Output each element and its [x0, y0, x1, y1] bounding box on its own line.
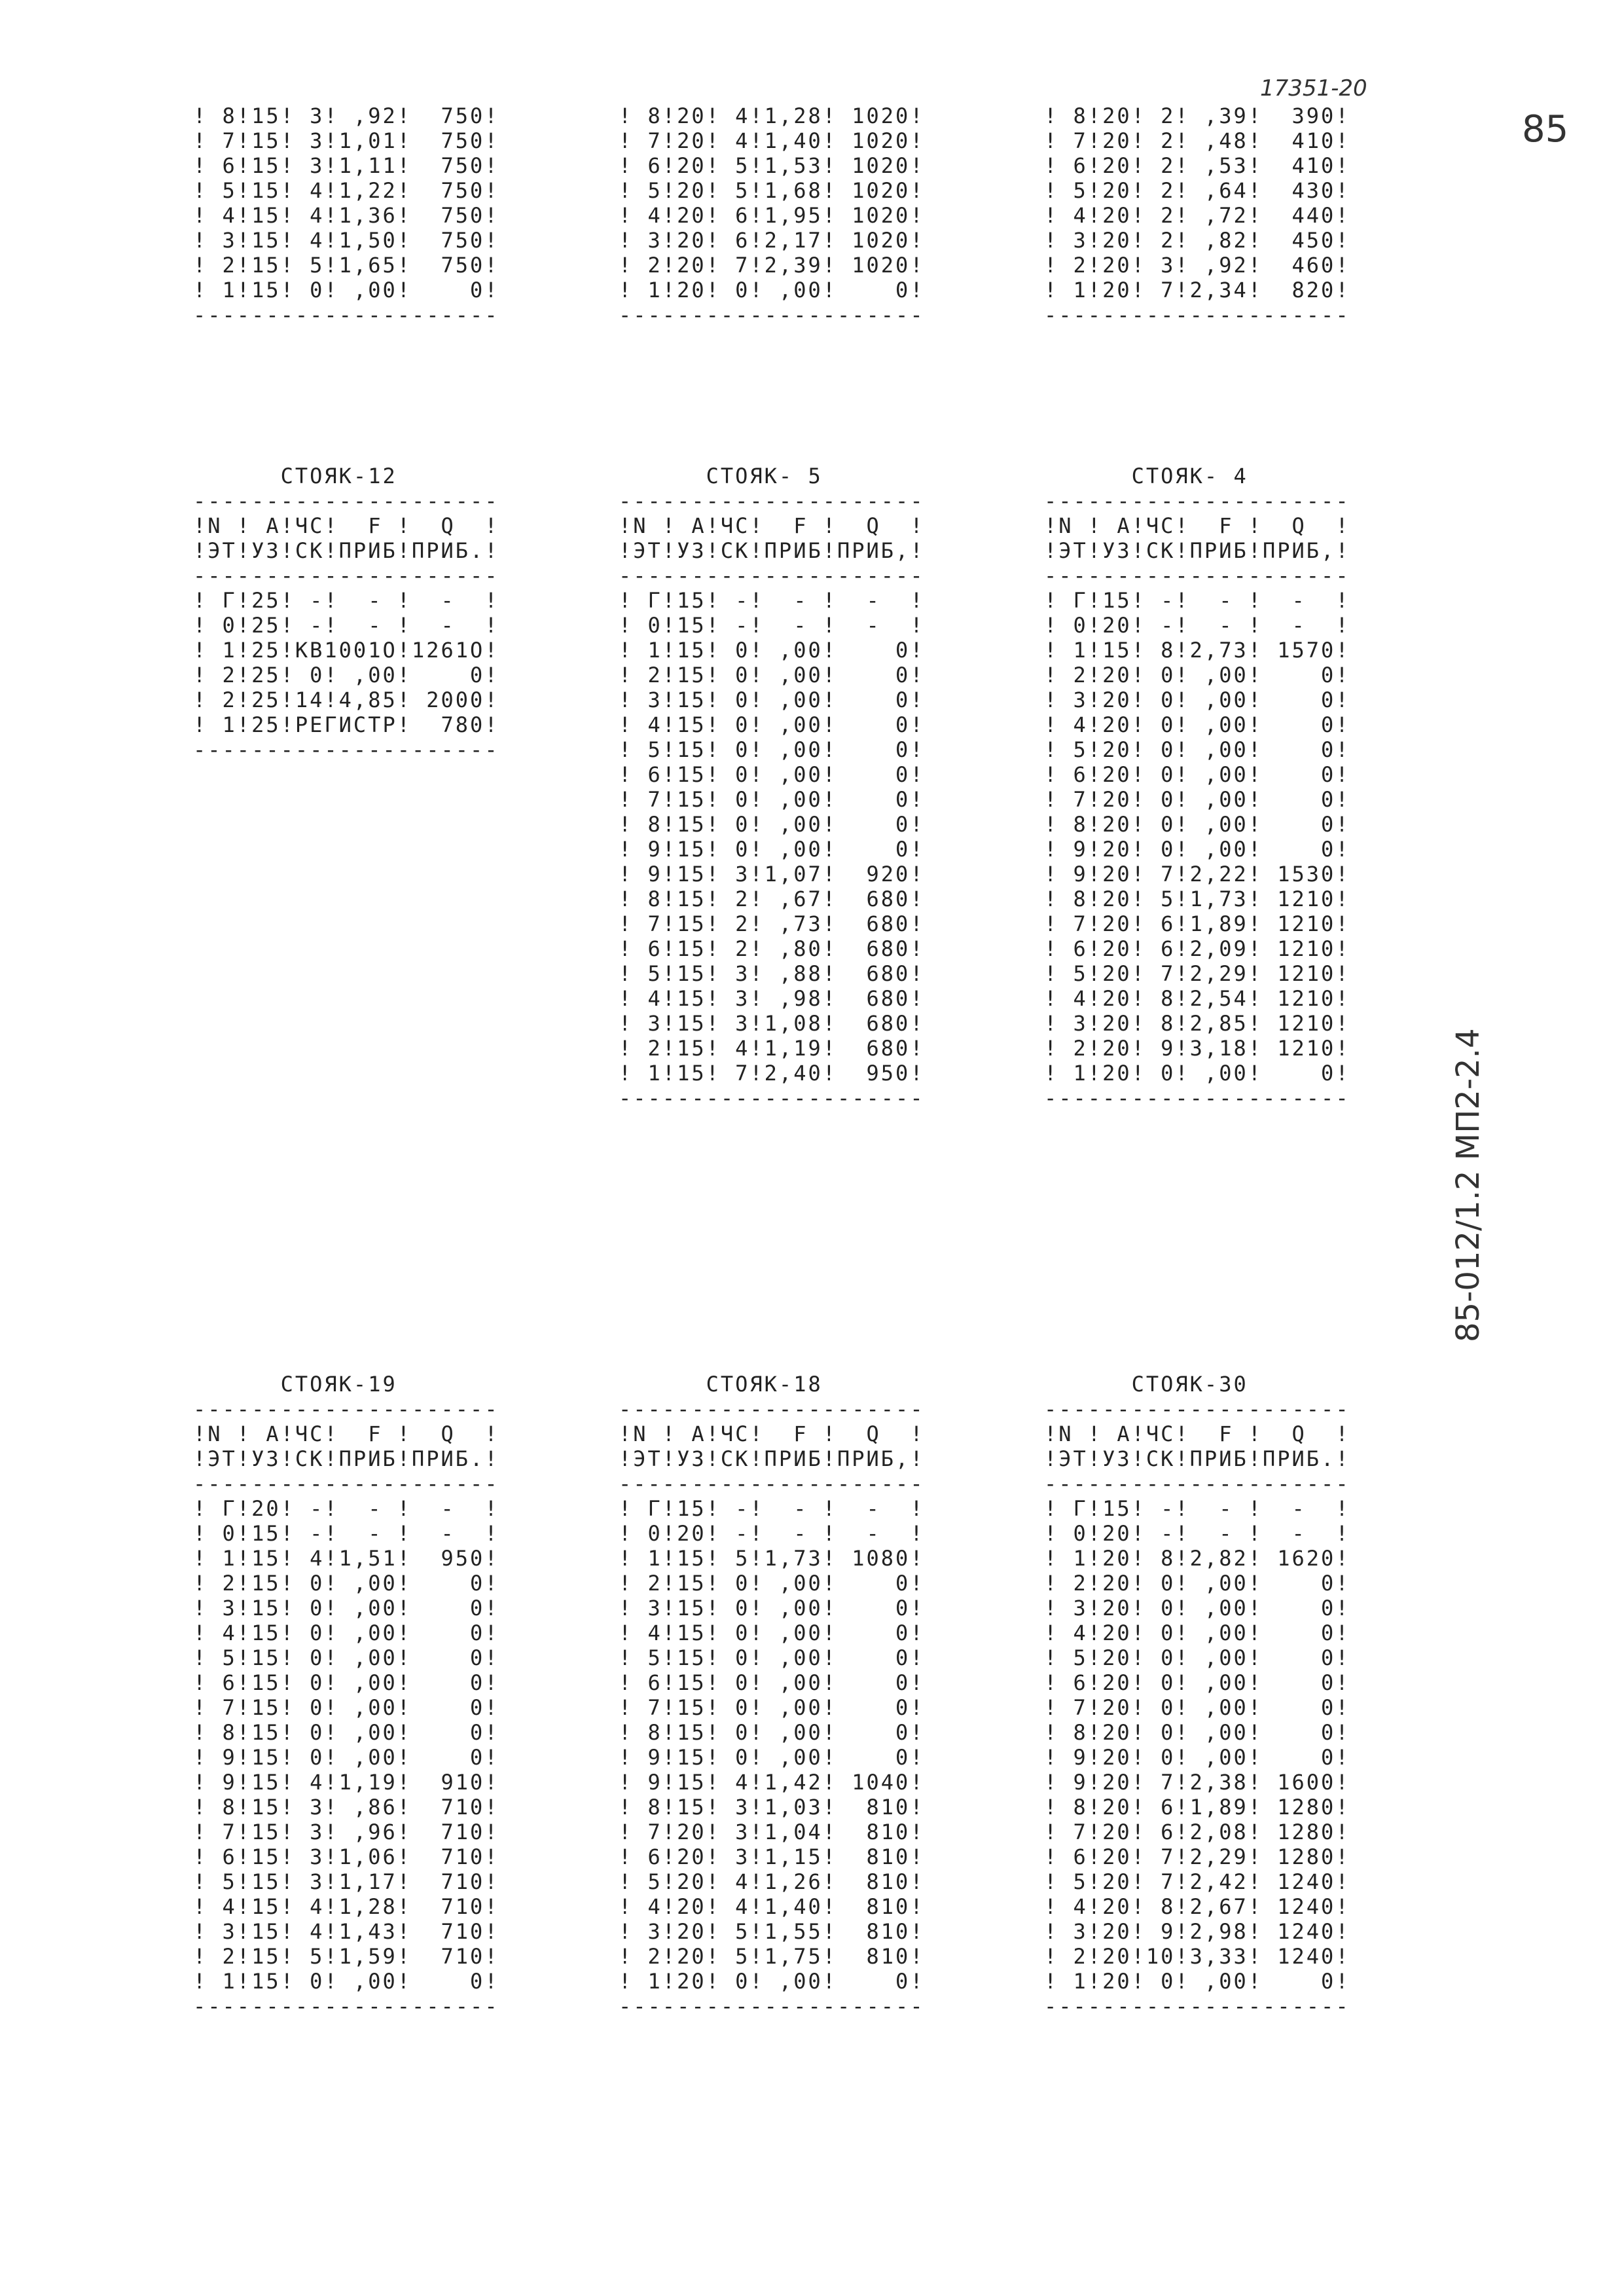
stoyak-5-table: СТОЯК- 5 --------------------- !N ! А!ЧС! F ! Q ! !ЭТ!УЗ!СК!ПРИБ!ПРИБ,! --------------------- ! Г!15! -! - ! - ! ! 0!15! -! - ! - ! ! 1!15! 0! ,00! 0! ! 2!15! 0! ,00! 0! ! 3!15! 0! ,00! 0! ! 4!15! 0! ,00! 0! ! 5!15! 0! ,00! 0! ! 6!15! 0! ,00! 0! ! 7!15! 0! ,00! 0! ! 8!15! 0! ,00! 0! ! 9!15! 0! ,00! 0! ! 9!15! 3!1,07! 920! ! 8!15! 2! ,67! 680! ! 7!15! 2! ,73! 680! ! 6!15! 2! ,80! 680! ! 5!15! 3! ,88! 680! ! 4!15! 3! ,98! 680! ! 3!15! 3!1,08! 680! ! 2!15! 4!1,19! 680! ! 1!15! 7!2,40! 950! ---------------------: [619, 464, 925, 1110]
handwritten-doc-code: 17351-20: [1260, 75, 1367, 101]
stoyak-19-table: СТОЯК-19 --------------------- !N ! А!ЧС! F ! Q ! !ЭТ!УЗ!СК!ПРИБ!ПРИБ.! --------------------- ! Г!20! -! - ! - ! ! 0!15! -! - ! - ! ! 1!15! 4!1,51! 950! ! 2!15! 0! ,00! 0! ! 3!15! 0! ,00! 0! ! 4!15! 0! ,00! 0! ! 5!15! 0! ,00! 0! ! 6!15! 0! ,00! 0! ! 7!15! 0! ,00! 0! ! 8!15! 0! ,00! 0! ! 9!15! 0! ,00! 0! ! 9!15! 4!1,19! 910! ! 8!15! 3! ,86! 710! ! 7!15! 3! ,96! 710! ! 6!15! 3!1,06! 710! ! 5!15! 3!1,17! 710! ! 4!15! 4!1,28! 710! ! 3!15! 4!1,43! 710! ! 2!15! 5!1,59! 710! ! 1!15! 0! ,00! 0! ---------------------: [193, 1372, 499, 2019]
page-number: 85: [1522, 108, 1569, 151]
top-table-right: ! 8!20! 2! ,39! 390! ! 7!20! 2! ,48! 410! ! 6!20! 2! ,53! 410! ! 5!20! 2! ,64! 430! ! 4!20! 2! ,72! 440! ! 3!20! 2! ,82! 450! ! 2!20! 3! ,92! 460! ! 1!20! 7!2,34! 820! ---------------------: [1044, 103, 1350, 327]
stoyak-30-table: СТОЯК-30 --------------------- !N ! А!ЧС! F ! Q ! !ЭТ!УЗ!СК!ПРИБ!ПРИБ.! --------------------- ! Г!15! -! - ! - ! ! 0!20! -! - ! - ! ! 1!20! 8!2,82! 1620! ! 2!20! 0! ,00! 0! ! 3!20! 0! ,00! 0! ! 4!20! 0! ,00! 0! ! 5!20! 0! ,00! 0! ! 6!20! 0! ,00! 0! ! 7!20! 0! ,00! 0! ! 8!20! 0! ,00! 0! ! 9!20! 0! ,00! 0! ! 9!20! 7!2,38! 1600! ! 8!20! 6!1,89! 1280! ! 7!20! 6!2,08! 1280! ! 6!20! 7!2,29! 1280! ! 5!20! 7!2,42! 1240! ! 4!20! 8!2,67! 1240! ! 3!20! 9!2,98! 1240! ! 2!20!10!3,33! 1240! ! 1!20! 0! ,00! 0! ---------------------: [1044, 1372, 1350, 2019]
side-document-code: 85-012/1.2 МП2-2.4: [1450, 1028, 1487, 1342]
top-table-middle: ! 8!20! 4!1,28! 1020! ! 7!20! 4!1,40! 1020! ! 6!20! 5!1,53! 1020! ! 5!20! 5!1,68! 1020! ! 4!20! 6!1,95! 1020! ! 3!20! 6!2,17! 1020! ! 2!20! 7!2,39! 1020! ! 1!20! 0! ,00! 0! ---------------------: [619, 103, 925, 327]
stoyak-18-table: СТОЯК-18 --------------------- !N ! А!ЧС! F ! Q ! !ЭТ!УЗ!СК!ПРИБ!ПРИБ,! --------------------- ! Г!15! -! - ! - ! ! 0!20! -! - ! - ! ! 1!15! 5!1,73! 1080! ! 2!15! 0! ,00! 0! ! 3!15! 0! ,00! 0! ! 4!15! 0! ,00! 0! ! 5!15! 0! ,00! 0! ! 6!15! 0! ,00! 0! ! 7!15! 0! ,00! 0! ! 8!15! 0! ,00! 0! ! 9!15! 0! ,00! 0! ! 9!15! 4!1,42! 1040! ! 8!15! 3!1,03! 810! ! 7!20! 3!1,04! 810! ! 6!20! 3!1,15! 810! ! 5!20! 4!1,26! 810! ! 4!20! 4!1,40! 810! ! 3!20! 5!1,55! 810! ! 2!20! 5!1,75! 810! ! 1!20! 0! ,00! 0! ---------------------: [619, 1372, 925, 2019]
stoyak-12-table: СТОЯК-12 --------------------- !N ! А!ЧС! F ! Q ! !ЭТ!УЗ!СК!ПРИБ!ПРИБ.! --------------------- ! Г!25! -! - ! - ! ! 0!25! -! - ! - ! ! 1!25!КВ1001О!1261О! ! 2!25! 0! ,00! 0! ! 2!25!14!4,85! 2000! ! 1!25!РЕГИСТР! 780! ---------------------: [193, 464, 499, 762]
stoyak-4-table: СТОЯК- 4 --------------------- !N ! А!ЧС! F ! Q ! !ЭТ!УЗ!СК!ПРИБ!ПРИБ,! --------------------- ! Г!15! -! - ! - ! ! 0!20! -! - ! - ! ! 1!15! 8!2,73! 1570! ! 2!20! 0! ,00! 0! ! 3!20! 0! ,00! 0! ! 4!20! 0! ,00! 0! ! 5!20! 0! ,00! 0! ! 6!20! 0! ,00! 0! ! 7!20! 0! ,00! 0! ! 8!20! 0! ,00! 0! ! 9!20! 0! ,00! 0! ! 9!20! 7!2,22! 1530! ! 8!20! 5!1,73! 1210! ! 7!20! 6!1,89! 1210! ! 6!20! 6!2,09! 1210! ! 5!20! 7!2,29! 1210! ! 4!20! 8!2,54! 1210! ! 3!20! 8!2,85! 1210! ! 2!20! 9!3,18! 1210! ! 1!20! 0! ,00! 0! ---------------------: [1044, 464, 1350, 1110]
top-table-left: ! 8!15! 3! ,92! 750! ! 7!15! 3!1,01! 750! ! 6!15! 3!1,11! 750! ! 5!15! 4!1,22! 750! ! 4!15! 4!1,36! 750! ! 3!15! 4!1,50! 750! ! 2!15! 5!1,65! 750! ! 1!15! 0! ,00! 0! ---------------------: [193, 103, 499, 327]
